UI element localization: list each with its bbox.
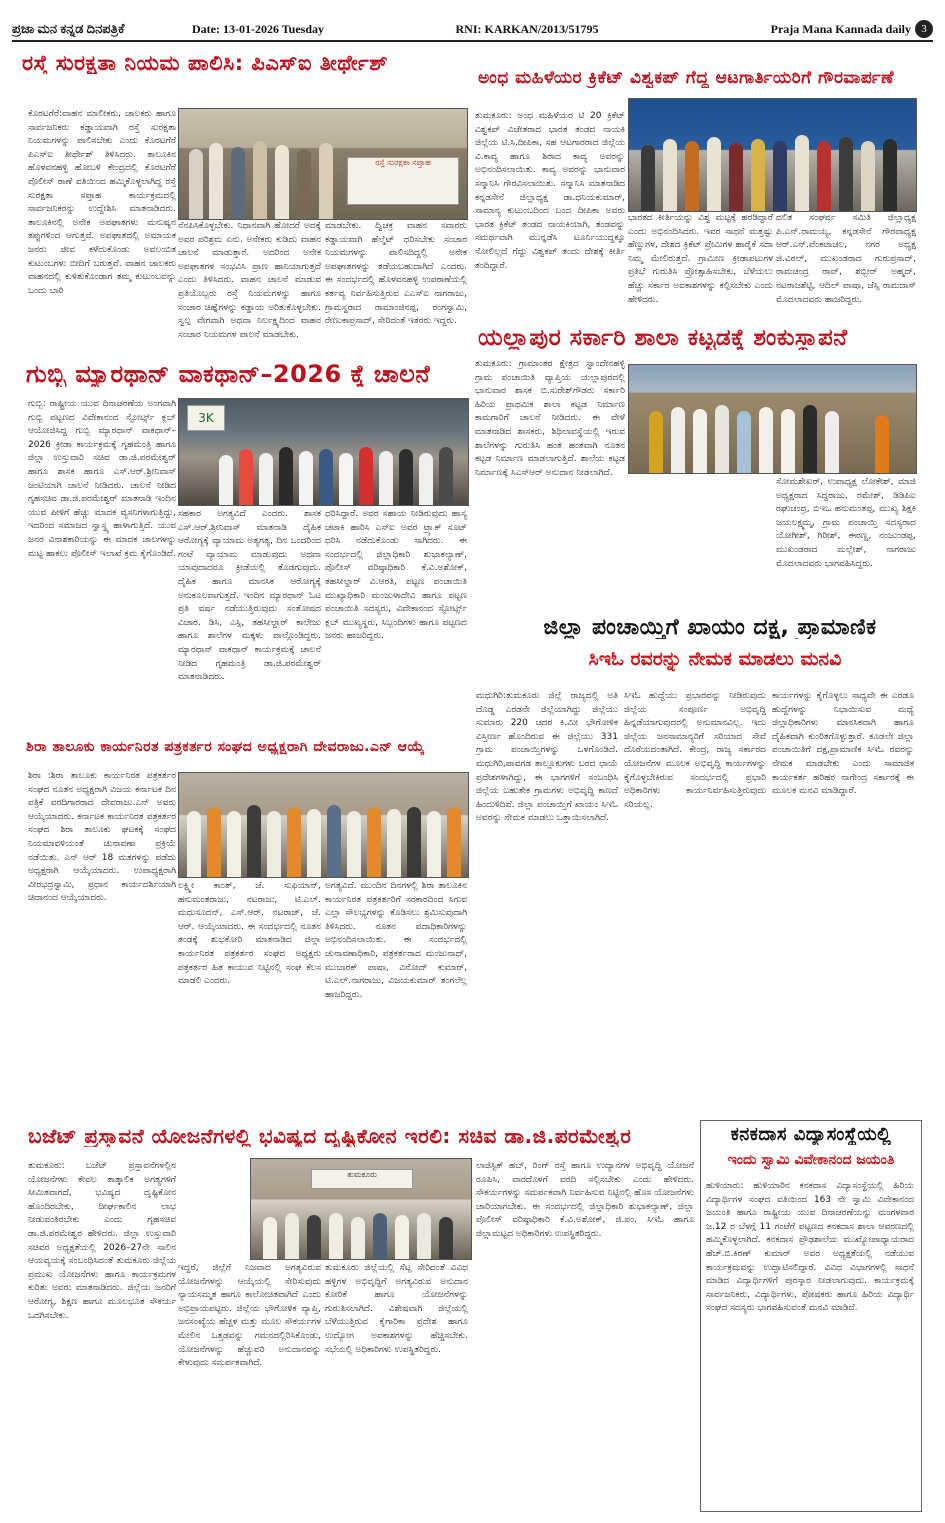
story5-col2: ಸಿಇಓ ಹುದ್ದೆಯು ಪ್ರಭಾರವನ್ನು ನೀಡಿರುವುದು ಜಿಲ್ಲೆಯ ಸಂಪೂರ್ಣ ಅಭಿವೃದ್ಧಿ ಹಿನ್ನಡೆಯಾಗುವುದರಲ್ಲಿ ಅನುಮಾನವಿಲ್ಲ. ಇದು ಜಿಲ್ಲೆಯ ಜನಸಾಮಾನ್ಯರಿಗೆ ಸರಿಯಾದ ಸೇವೆ ದೊರೆಯದಂತಾಗಿದೆ. ಕೇಂದ್ರ, ರಾಜ್ಯ ಸರ್ಕಾರದ ಯೋಜನೆಗಳ ಮೂಲಕ ಅಭಿವೃದ್ಧಿ ಕಾರ್ಯಗಳನ್ನು ಕೈಗೊಳ್ಳಬೇಕಿರುವ ಸಂದರ್ಭದಲ್ಲಿ ಪ್ರಭಾರಿ ಅಧಿಕಾರಿಗಳು ಕಾರ್ಯನಿರ್ವಹಿಸುತ್ತಿರುವುದು ಸರಿಯಲ್ಲ.	[624, 691, 766, 810]
story6-headline: ಶಿರಾ ತಾಲೂಕು ಕಾರ್ಯನಿರತ ಪತ್ರಕರ್ತರ ಸಂಘದ ಅಧ್ಯಕ್ಷರಾಗಿ ದೇವರಾಜು.ಎನ್ ಆಯ್ಕೆ	[26, 740, 425, 755]
story6-photo	[178, 772, 469, 878]
paper-brand: ಪ್ರಜಾ ಮನ ಕನ್ನಡ ದಿನಪತ್ರಿಕೆ	[12, 21, 125, 36]
story5-headline: ಜಿಲ್ಲಾ ಪಂಚಾಯ್ತಿಗೆ ಖಾಯಂ ದಕ್ಷ, ಪ್ರಾಮಾಣಿಕ	[543, 616, 877, 640]
story2-headline: ಅಂಧ ಮಹಿಳೆಯರ ಕ್ರಿಕೆಟ್ ವಿಶ್ವಕಪ್ ಗೆದ್ದ ಆಟಗಾರ್ತಿಯರಿಗೆ ಗೌರವಾರ್ಪಣೆ	[478, 70, 894, 88]
story2-col1: ತುಮಕೂರು: ಅಂಧ ಮಹಿಳೆಯರ ಟಿ 20 ಕ್ರಿಕೆಟ್ ವಿಶ್ವಕಪ್ ವಿಜೇತರಾದ ಭಾರತ ತಂಡದ ನಾಯಕಿ ಜಿಲ್ಲೆಯ ಟಿ.ಸಿ.ದೀಪಿಕಾ, ಸಹ ಆಟಗಾರರಾದ ಜಿಲ್ಲೆಯ ವಿ.ಕಾವ್ಯ ಹಾಗೂ ಶಿರಾದ ಕಾವ್ಯ ಅವರನ್ನು ಅಭಿನಂದಿಸಲಾಯಿತು. ಕಾವ್ಯ ಅವರನ್ನು ಭಾನುವಾರ ಸನ್ಮಾನಿಸಿ ಗೌರವಿಸಲಾಯಿತು. ಸನ್ಮಾನಿಸಿ ಮಾತನಾಡಿದ ಕನ್ನಡಸೇನೆ ಜಿಲ್ಲಾಧ್ಯಕ್ಷ ಡಾ.ಧನಿಯಕುಮಾರ್, ಸಾಮಾನ್ಯ ಕುಟುಂಬದಿಂದ ಬಂದ ದೀಪಿಕಾ ಅವರು ಭಾರತ ಕ್ರಿಕೆಟ್ ತಂಡದ ನಾಯಕಿಯಾಗಿ, ತಂಡವನ್ನು ಸಮರ್ಥವಾಗಿ ಮುನ್ನಡೆಸಿ ಟೂರ್ನಿಯುದ್ದಕ್ಕೂ ಸೋಲಿಲ್ಲದೆ ಗೆದ್ದು ವಿಶ್ವಕಪ್ ತಂದು ದೇಶಕ್ಕೆ ಕೀರ್ತಿ ತಂದಿದ್ದಾರೆ.	[475, 111, 625, 271]
story5-col1: ಮಧುಗಿರಿ:ತುಮಕೂರು ಜಿಲ್ಲೆ ರಾಜ್ಯದಲ್ಲಿ ಅತಿ ದೊಡ್ಡ ಎರಡನೇ ಜಿಲ್ಲೆಯಾಗಿದ್ದು ಜಿಲ್ಲೆಯು ಸುಮಾರು 220 ಚದರ ಕಿ.ಮೀ ಭೌಗೋಳಿಕ ವಿಸ್ತೀರ್ಣ ಹೊಂದಿರುವ ಈ ಜಿಲ್ಲೆಯು 331 ಗ್ರಾಮ ಪಂಚಾಯ್ತಿಗಳನ್ನು ಒಳಗೊಂಡಿದೆ. ಮಧುಗಿರಿ,ಪಾವಗಡ ತಾಲ್ಲೂಕುಗಳು ಬರದ ಛಾಯೆ ಪ್ರದೇಶಗಳಾಗಿದ್ದು, ಈ ಭಾಗಗಳಿಗೆ ಸಂಬಂಧಿಸಿ ಜಿಲ್ಲೆಯ ಬಹುತೇಕ ಗ್ರಾಮಗಳು ಅಭಿವೃದ್ಧಿ ಕಾಣದೆ ಹಿಂದುಳಿದಿವೆ. ಜಿಲ್ಲಾ ಪಂಚಾಯ್ತಿಗೆ ಖಾಯಂ ಸಿಇಓ ಅವರನ್ನು ನೇಮಕ ಮಾಡಲು ಒತ್ತಾಯಿಸಲಾಗಿದೆ.	[476, 691, 618, 824]
page-number: 3	[915, 20, 933, 38]
story3-headline: ಗುಬ್ಬಿ ಮ್ಯಾರಥಾನ್ ವಾಕಥಾನ್–2026 ಕ್ಕೆ ಚಾಲನೆ	[26, 362, 431, 388]
story7-col4: ಲಾಜಿಸ್ಟಿಕ್ ಹಬ್, ರಿಂಗ್ ರಸ್ತೆ ಹಾಗೂ ಉದ್ಯಾನಗಳ ಅಭಿವೃದ್ಧಿ ಯೋಜನೆ ರೂಪಿಸಿ, ವಾರದೊಳಗೆ ವರದಿ ಸಲ್ಲಿಸಬೇಕು ಎಂದು ಹೇಳಿದರು. ಸೌಕರ್ಯಗಳನ್ನು ಸಮರ್ಪಕವಾಗಿ ನಿರ್ವಹಿಸುವ ನಿಟ್ಟಿನಲ್ಲಿ ಹೊಸ ಯೋಜನೆಗಳು ಜಾರಿಯಾಗಬೇಕು. ಈ ಸಂದರ್ಭದಲ್ಲಿ ಜಿಲ್ಲಾಧಿಕಾರಿ ಶುಭಾಕಲ್ಯಾಣ್, ಜಿಲ್ಲಾ ಪೊಲೀಸ್ ವರಿಷ್ಠಾಧಿಕಾರಿ ಕೆ.ವಿ.ಅಶೋಕ್, ಜಿ.ಪಂ. ಸಿಇಓ ಹಾಗೂ ಜಿಲ್ಲಾಮಟ್ಟದ ಅಧಿಕಾರಿಗಳು ಉಪಸ್ಥಿತರಿದ್ದರು.	[476, 1161, 694, 1239]
story1-headline: ರಸ್ತೆ ಸುರಕ್ಷತಾ ನಿಯಮ ಪಾಲಿಸಿ: ಪಿಎಸ್ಐ ತೀರ್ಥೇಶ್	[22, 52, 389, 75]
story3-col2: ಸಹಕಾರ ಅಗತ್ಯವಿದೆ ಎಂದರು. ಶಾಸಕ ಎಸ್.ಆರ್.ಶ್ರೀನಿವಾಸ್ ಮಾತನಾಡಿ ದೈಹಿಕ ಆರೋಗ್ಯಕ್ಕೆ ವ್ಯಾಯಾಮ ಅತ್ಯಗತ್ಯ, ದಿನ ಒಂದರಿಂದ ಗಂಟೆ ವ್ಯಾಯಾಮ ಮಾಡುವುದು ಅಥವಾ ಯಾವುದಾದರೂ ಕ್ರೀಡೆಯಲ್ಲಿ ತೊಡಗುವುದು. ದೈಹಿಕ ಹಾಗೂ ಮಾನಸಿಕ ಆರೋಗ್ಯಕ್ಕೆ ಅನುಕೂಲವಾಗುತ್ತದೆ. ಇಂದಿನ ಮ್ಯಾರಥಾನ್ ಓಟ ಪ್ರತಿ ವರ್ಷ ನಡೆಯುತ್ತಿರುವುದು ಸಂತೋಷದ ವಿಚಾರ. ಡಿಸಿ, ಎಸ್ಪಿ, ತಹಸೀಲ್ದಾರ್ ಕಾಲೇಜು ಹಾಗೂ ಶಾಲೆಗಳ ಮಕ್ಕಳು ಪಾಲ್ಗೊಂಡಿದ್ದರು. ಮ್ಯಾರಥಾನ್ ವಾಕಥಾನ್ ಕಾರ್ಯಕ್ರಮಕ್ಕೆ ಚಾಲನೆ ನೀಡಿದ ಗೃಹಮಂತ್ರಿ ಡಾ.ಜಿ.ಪರಮೇಶ್ವರ್ ಮಾತನಾಡಿದರು.	[178, 509, 321, 683]
issue-date: Date: 13-01-2026 Tuesday	[192, 21, 325, 36]
story4-col2: ಸೋಮಶೇಖರ್, ಉಪಾಧ್ಯಕ್ಷ ಲೋಕೇಶ್, ಮಾಜಿ ಅಧ್ಯಕ್ಷರಾದ ಸಿದ್ದರಾಜು, ರಮೇಶ್, ಡಿಡಿಪಿಐ ರಘುಚಂದ್ರ, ಬಿಇಒ ಹನುಮಂತಪ್ಪ, ಮುಖ್ಯ ಶಿಕ್ಷಕಿ ಜಯಲಕ್ಷ್ಮಮ್ಮ, ಗ್ರಾಮ ಪಂಚಾಯ್ತಿ ಸದಸ್ಯರಾದ ಯೋಗೀಶ್, ಗಿರೀಶ್, ಈರಣ್ಣ, ನಂಜುಂಡಪ್ಪ, ಮುಖಂಡರಾದ ಮಲ್ಲೇಶ್, ನಾಗರಾಜು ಮೊದಲಾದವರು ಭಾಗವಹಿಸಿದ್ದರು.	[776, 477, 916, 569]
story3-col1: ಗುಬ್ಬಿ: ರಾಷ್ಟ್ರೀಯ ಯುವ ದಿನಾಚರಣೆಯ ಅಂಗವಾಗಿ ಗುಬ್ಬಿ ಪಟ್ಟಣದ ವಿವೇಕಾನಂದ ಸ್ಪೋರ್ಟ್ಸ್ ಕ್ಲಬ್ ಆಯೋಜಿಸಿದ್ದ ಗುಬ್ಬಿ ಮ್ಯಾರಥಾನ್ ವಾಕಥಾನ್–2026 ಕ್ರೀಡಾ ಕಾರ್ಯಕ್ರಮಕ್ಕೆ ಗೃಹಮಂತ್ರಿ ಹಾಗೂ ಜಿಲ್ಲಾ ಉಸ್ತುವಾರಿ ಸಚಿವ ಡಾ.ಜಿ.ಪರಮೇಶ್ವರ್ ಹಾಗೂ ಶಾಸಕ ಹಾಗೂ ಎಸ್.ಆರ್.ಶ್ರೀನಿವಾಸ್ ಜಂಟಿಯಾಗಿ ಚಾಲನೆ ನೀಡಿದರು. ಚಾಲನೆ ನೀಡಿದ ಗೃಹಸಚಿವ ಡಾ.ಜಿ.ಪರಮೇಶ್ವರ್ ಮಾತನಾಡಿ ಇಂದಿನ ಯುವ ಪೀಳಿಗೆ ಹೆಚ್ಚು ಮಾದಕ ವ್ಯಸನಿಗಳಾಗುತ್ತಿದ್ದು, ಇದರಿಂದ ಸಮಾಜದ ಸ್ವಾಸ್ಥ್ಯ ಹಾಳಾಗುತ್ತಿದೆ. ಯುವ ಜನರ ವಿನಾಶಕಾರಿಯನ್ನು ಈ ಮಾದಕ ಜಾಲಗಳನ್ನು ಮಟ್ಟ ಹಾಕಲು ಪೊಲೀಸ್ ಇಲಾಖೆ ಕ್ರಮ ಕೈಗೊಂಡಿದೆ.	[28, 399, 176, 559]
story8-col1: ಹುಳಿಯಾರು: ಹುಳಿಯಾರಿನ ಕನಕದಾಸ ವಿದ್ಯಾಸಂಸ್ಥೆಯಲ್ಲಿ ಹಿರಿಯ ವಿದ್ಯಾರ್ಥಿಗಳ ಸಂಘದ ವತಿಯಿಂದ 163 ನೇ ಸ್ವಾಮಿ ವಿವೇಕಾನಂದ ಜಯಂತಿ ಹಾಗೂ ರಾಷ್ಟ್ರೀಯ ಯುವ ದಿನಾಚರಣೆಯನ್ನು ಮಂಗಳವಾರ ಜ.12 ರ ಬೆಳಗ್ಗೆ 11 ಗಂಟೆಗೆ ಪಟ್ಟಣದ ಕನಕದಾಸ ಶಾಲಾ ಆವರಣದಲ್ಲಿ ಹಮ್ಮಿಕೊಳ್ಳಲಾಗಿದೆ. ಕನಕದಾಸ ಪ್ರೌಢಶಾಲೆಯ ಮುಖ್ಯೋಪಾಧ್ಯಾಯರಾದ ಹೆಚ್.ಬಿ.ಕಿರಣ್ ಕುಮಾರ್ ಅವರ ಅಧ್ಯಕ್ಷತೆಯಲ್ಲಿ ನಡೆಯುವ ಕಾರ್ಯಕ್ರಮವನ್ನು ಉದ್ಘಾಟಿಸಲಿದ್ದಾರೆ. ವಿವಿಧ ವಿಭಾಗಗಳಲ್ಲಿ ಸಾಧನೆ ಮಾಡಿದ ವಿದ್ಯಾರ್ಥಿಗಳಿಗೆ ಪುರಸ್ಕಾರ ನೀಡಲಾಗುವುದು. ಕಾರ್ಯಕ್ರಮಕ್ಕೆ ಸಾರ್ವಜನಿಕರು, ವಿದ್ಯಾರ್ಥಿಗಳು, ಪೋಷಕರು ಹಾಗೂ ಹಿರಿಯ ವಿದ್ಯಾರ್ಥಿ ಸಂಘದ ಸದಸ್ಯರು ಭಾಗವಹಿಸುವಂತೆ ಮನವಿ ಮಾಡಿದೆ.	[706, 1181, 914, 1314]
story8-subheadline: ಇಂದು ಸ್ವಾಮಿ ವಿವೇಕಾನಂದ ಜಯಂತಿ	[727, 1152, 895, 1168]
story7-col2: ಇದ್ದರೆ, ಜಿಲ್ಲೆಗೆ ನಿಜವಾದ ಅಗತ್ಯವಿರುವ ಯೋಜನೆಗಳನ್ನು ಆಯ್ಕೆಯಲ್ಲಿ ಸೇರಿಸುವುದು ನ್ಯಾಯಸಮ್ಮತ ಹಾಗೂ ಕಾಲೋಚಿತವಾಗಿದೆ ಎಂದು ಅಭಿಪ್ರಾಯಪಟ್ಟರು. ಜಿಲ್ಲೆಯ ಭೌಗೋಳಿಕ ವ್ಯಾಪ್ತಿ, ಜನಸಂಖ್ಯೆಯ ಹೆಚ್ಚಳ ಮತ್ತು ಮೂಲ ಸೌಕರ್ಯಗಳ ಮೇಲಿನ ಒತ್ತಡವನ್ನು ಗಮನದಲ್ಲಿರಿಸಿಕೊಂಡು, ಯೋಜನೆಗಳನ್ನು ಹೆಚ್ಚುವರಿ ಅನುದಾನವನ್ನು ಕೇಳುವುದು ಸಮರ್ಪಕವಾಗಿದೆ.	[178, 1263, 321, 1369]
story1-col3: ಮಾಡಬೇಕು. ದ್ವಿಚಕ್ರ ವಾಹನ ಸವಾರರು ಕಡ್ಡಾಯವಾಗಿ ಹೆಲ್ಮೆಟ್ ಧರಿಸಬೇಕು ಸಂಚಾರ ನಿಯಮಗಳನ್ನು ಪಾಲಿಸದಿದ್ದಲ್ಲಿ ಅನೇಕ ಅಪಘಾತಗಳನ್ನು ತಡೆಯಬಹುದಾಗಿದೆ ಎಂದರು. ಈ ಸಂದರ್ಭದಲ್ಲಿ ಹೊಳವನಹಳ್ಳಿ ಉಪಠಾಣೆಯಲ್ಲಿ ಕರ್ತವ್ಯ ನಿರ್ವಹಿಸುತ್ತಿರುವ ಎಎಸ್ಐ ನಾಗರಾಜು, ಗ್ರಾಮಸ್ಥರಾದ ರಾಮಾಂಜಿನಪ್ಪ, ರಂಗಸ್ವಾಮಿ, ರೇಣುಕಾಪ್ರಸಾದ್, ಸೇರಿದಂತೆ ಇತರರು ಇದ್ದರು.	[325, 221, 467, 327]
paper-name: Praja Mana Kannada daily	[770, 21, 911, 36]
story1-col2: ನೆನಪಿಸಿಕೊಳ್ಳಬೇಕು. ನಿಧಾನವಾಗಿ ಹೋದರೆ ಅದಕ್ಕೆ ಅವರ ಪರಿಶ್ರಮ ಏನು. ಅನೇಕರು ಕುಡಿದು ವಾಹನ ಚಾಲನೆ ಮಾಡುತ್ತಾರೆ. ಅದರಿಂದ ಅನೇಕ ಅಪಘಾತಗಳ ಸಂಭವಿಸಿ ಪ್ರಾಣ ಹಾನಿಯಾಗುತ್ತದೆ ಎಂದು ತಿಳಿಸಿದರು. ವಾಹನ ಚಾಲನೆ ಮಾಡುವ ಪ್ರತಿಯೊಬ್ಬರು ರಸ್ತೆ ನಿಯಮಗಳನ್ನು ಹಾಗೂ ಸಂಚಾರ ಚಿಹ್ನೆಗಳನ್ನು ಕಡ್ಡಾಯ ಅರಿತುಕೊಳ್ಳಬೇಕು. ಸ್ವಲ್ಪ ವೇಗವಾಗಿ ಅಥವಾ ನಿರ್ಲಕ್ಷ್ಯದಿಂದ ವಾಹನ ಸಂಚಾರ ನಿಯಮಗಳ ಪಾಲನೆ ಮಾಡಬೇಕು.	[178, 221, 321, 340]
story1-col1: ಕೊರಟಗೆರೆ:ವಾಹನ ಮಾಲೀಕರು, ಚಾಲಕರು ಹಾಗೂ ಸಾರ್ವಜನಿಕರು ಕಡ್ಡಾಯವಾಗಿ ರಸ್ತೆ ಸುರಕ್ಷತಾ ನಿಯಮಗಳನ್ನು ಪಾಲಿಸಬೇಕು ಎಂದು ಕೊರಟಗೆರೆ ಪಿಎಸ್ಐ ತೀರ್ಥೇಶ್ ತಿಳಿಸಿದರು. ತಾಲೂಕಿನ ಹೊಳವನಹಳ್ಳಿ ಹೋಬಳಿ ಕೇಂದ್ರದಲ್ಲಿ ಕೊರಟಗೆರೆ ಪೊಲೀಸ್ ಠಾಣೆ ವತಿಯಿಂದ ಹಮ್ಮಿಕೊಳ್ಳಲಾಗಿದ್ದ ರಸ್ತೆ ಸುರಕ್ಷತಾ ಸಪ್ತಾಹ ಕಾರ್ಯಕ್ರಮದಲ್ಲಿ ಸಾರ್ವಜನಿಕರನ್ನು ಉದ್ದೇಶಿಸಿ ಮಾತನಾಡಿದರು. ತಾಲೂಕಿನಲ್ಲಿ ಅನೇಕ ಅಪಘಾತಗಳು ಮನುಷ್ಯನ ತಪ್ಪುಗಳಿಂದ ಆಗುತ್ತವೆ. ಅಪಘಾತದಲ್ಲಿ ಅಮಾಯಕ ಜನರು ಜೀವ ಕಳೆದುಕೊಂಡು ಅವಲಂಬಿತ ಕುಟುಂಬಗಳು ಬೀದಿಗೆ ಬರುತ್ತವೆ. ವಾಹನ ಚಾಲಕರು ವಾಹನದಲ್ಲಿ ಕುಳಿತುಕೊಂಡಾಗ ತಮ್ಮ ಕುಟುಂಬವನ್ನು ಒಂದು ಬಾರಿ	[28, 109, 176, 296]
masthead	[12, 18, 933, 42]
story6-col2: ಲಕ್ಷ್ಮೀ ಕಾಂತ್, ಜೆ. ಸುಫಿಯಾನ್, ಹನುಮಂತರಾಜು, ನಟರಾಜು, ಟಿ.ಎಲ್. ಮಧುಸೂದನ್, ಎಸ್.ಆರ್. ನಟರಾಜ್, ಜೆ. ಆರ್. ಆಯ್ಕೆಯಾದರು. ಈ ಸಂದರ್ಭದಲ್ಲಿ ನೂತನ ತಂಡಕ್ಕೆ ಶುಭಕೋರಿ ಮಾತನಾಡಿದ ಜಿಲ್ಲಾ ಕಾರ್ಯನಿರತ ಪತ್ರಕರ್ತರ ಸಂಘದ ಅಧ್ಯಕ್ಷರು ಪತ್ರಕರ್ತರ ಹಿತ ಕಾಯುವ ನಿಟ್ಟಿನಲ್ಲಿ ಸಂಘ ಕೆಲಸ ಮಾಡಲಿ ಎಂದರು.	[178, 881, 321, 987]
story4-headline: ಯಲ್ಲಾಪುರ ಸರ್ಕಾರಿ ಶಾಲಾ ಕಟ್ಟಡಕ್ಕೆ ಶಂಕುಸ್ಥಾಪನೆ	[478, 326, 848, 351]
story5-subheadline: ಸಿಇಓ ರವರನ್ನು ನೇಮಕ ಮಾಡಲು ಮನವಿ	[588, 648, 842, 670]
story7-headline: ಬಜೆಟ್ ಪ್ರಸ್ತಾವನೆ ಯೋಜನೆಗಳಲ್ಲಿ ಭವಿಷ್ಯದ ದೃಷ್ಟಿಕೋನ ಇರಲಿ: ಸಚಿವ ಡಾ.ಜಿ.ಪರಮೇಶ್ವರ	[28, 1126, 632, 1147]
story4-col1: ತುಮಕೂರು: ಗ್ರಾಮಾಂತರ ಕ್ಷೇತ್ರದ ಸ್ವಾಂದೇನಹಳ್ಳಿ ಗ್ರಾಮ ಪಂಚಾಯಿತಿ ವ್ಯಾಪ್ತಿಯ ಯಲ್ಲಾಪುರದಲ್ಲಿ ಭಾನುವಾರ ಶಾಸಕ ಬಿ.ಸುರೇಶ್‌ಗೌಡರು ಸರ್ಕಾರಿ ಹಿರಿಯ ಪ್ರಾಥಮಿಕ ಶಾಲಾ ಕಟ್ಟಡ ನಿರ್ಮಾಣ ಕಾಮಗಾರಿಗೆ ಚಾಲನೆ ನೀಡಿದರು. ಈ ವೇಳೆ ಮಾತನಾಡಿದ ಶಾಸಕರು, ಶಿಥಿಲಾವಸ್ಥೆಯಲ್ಲಿ ಇರುವ ಶಾಲೆಗಳನ್ನು ಗುರುತಿಸಿ ಹಂತ ಹಂತವಾಗಿ ನೂತನ ಕಟ್ಟಡ ನಿರ್ಮಾಣ ಮಾಡಲಾಗುತ್ತಿದೆ. ಶಾಲೆಯ ಕಟ್ಟಡ ನಿರ್ಮಾಣಕ್ಕೆ ಸಿಎಸ್ಆರ್ ಅನುದಾನ ನೀಡಲಾಗಿದೆ.	[475, 359, 625, 478]
story3-col3: ಧರಿಸಿದ್ದಾರೆ. ಅವರ ಸಹಾಯ ನೀಡಿರುವುದು ಹಾಸ್ಯ ಚಟಾಕಿ ಹಾರಿಸಿ ಎಸ್ಐ ಅವರ ಟ್ರ್ಯಾಕ್ ಸೂಟ್ ಧರಿಸಿ ನಡೆದುಕೊಂಡು ಸಾಗಿದರು. ಈ ಸಂದರ್ಭದಲ್ಲಿ ಜಿಲ್ಲಾಧಿಕಾರಿ ಶುಭಾಕಲ್ಯಾಣ್, ಪೊಲೀಸ್ ವರಿಷ್ಠಾಧಿಕಾರಿ ಕೆ.ವಿ.ಅಶೋಕ್, ತಹಸೀಲ್ದಾರ್ ವಿ.ಆರತಿ, ಪಟ್ಟಣ ಪಂಚಾಯಿತಿ ಮುಖ್ಯಾಧಿಕಾರಿ ಮಂಜುಳಾದೇವಿ ಹಾಗೂ ಪಟ್ಟಣ ಪಂಚಾಯಿತಿ ಸದಸ್ಯರು, ವಿವೇಕಾನಂದ ಸ್ಪೋರ್ಟ್ಸ್ ಕ್ಲಬ್ ಮುಖ್ಯಸ್ಥರು, ಸಿಬ್ಬಂದಿಗಳು ಹಾಗೂ ಪಟ್ಟಣದ ಜನರು ಹಾಜರಿದ್ದರು.	[325, 509, 467, 642]
story5-col3: ಕಾರ್ಯಗಳನ್ನು ಕೈಗೊಳ್ಳಲು ಸಾಧ್ಯವೇ ಈ ಎರಡೂ ಹುದ್ದೆಗಳನ್ನು ನಿಭಾಯಿಸುವ ಮಧ್ಯೆ ಜಿಲ್ಲಾಧಿಕಾರಿಗಳು ಮಾನಸಿಕವಾಗಿ ಹಾಗೂ ದೈಹಿಕವಾಗಿ ಕುಂಠಿತಗೊಳ್ಳುತ್ತಾರೆ. ಕೂಡಲೇ ಜಿಲ್ಲಾ ಪಂಚಾಯಿತಿಗೆ ದಕ್ಷ,ಪ್ರಾಮಾಣಿಕ ಸಿಇಓ ರವರನ್ನು ನೇಮಕ ಮಾಡಬೇಕು ಎಂದು ಸಾಮಾಜಿಕ ಕಾರ್ಯಕರ್ತ ಹರಿಹರ ನಾಗೇಂದ್ರ ಸರ್ಕಾರಕ್ಕೆ ಈ ಮೂಲಕ ಮನವಿ ಮಾಡಿದ್ದಾರೆ.	[772, 691, 914, 797]
story6-col1: ಶಿರಾ :ಶಿರಾ ತಾಲೂಕು ಕಾರ್ಯನಿರತ ಪತ್ರಕರ್ತರ ಸಂಘದ ನೂತನ ಅಧ್ಯಕ್ಷರಾಗಿ ವಿಜಯ ಕರ್ನಾಟಕ ದಿನ ಪತ್ರಿಕೆ ವರದಿಗಾರರಾದ ದೇವರಾಜು.ಎನ್ ಅವರು ಆಯ್ಕೆಯಾದರು. ಕರ್ನಾಟಕ ಕಾರ್ಯನಿರತ ಪತ್ರಕರ್ತರ ಸಂಘದ ಶಿರಾ ತಾಲೂಕು ಘಟಕಕ್ಕೆ ಸಂಘದ ನಿಯಮಾವಳಿಯಂತೆ ಚುನಾವಣಾ ಪ್ರಕ್ರಿಯೆ ನಡೆಯಿತು. ಎನ್ ಆರ್ 18 ಮತಗಳನ್ನು ಪಡೆದು ಅಧ್ಯಕ್ಷರಾಗಿ ಆಯ್ಕೆಯಾದರು. ಉಪಾಧ್ಯಕ್ಷರಾಗಿ ವೀರಭದ್ರಸ್ವಾಮಿ, ಪ್ರಧಾನ ಕಾರ್ಯದರ್ಶಿಯಾಗಿ ಚಿದಾನಂದ ಆಯ್ಕೆಯಾದರು.	[28, 771, 176, 904]
story7-col1: ತುಮಕೂರು: ಬಜೆಟ್ ಪ್ರಸ್ತಾವನೆಗಳಲ್ಲಿನ ಯೋಜನೆಗಳು ಕೇವಲ ತಾತ್ಕಾಲಿಕ ಅಗತ್ಯಗಳಿಗೆ ಸೀಮಿತವಾಗದೆ, ಭವಿಷ್ಯದ ದೃಷ್ಟಿಕೋನ ಹೊಂದಿರಬೇಕು, ದೀರ್ಘಕಾಲಿನ ಲಾಭ ನೀಡುವಂತಿರಬೇಕು ಎಂದು ಗೃಹಸಚಿವ ಡಾ.ಜಿ.ಪರಮೇಶ್ವರ ಹೇಳಿದರು. ಜಿಲ್ಲಾ ಉಸ್ತುವಾರಿ ಸಚಿವರ ಅಧ್ಯಕ್ಷತೆಯಲ್ಲಿ 2026–27ನೇ ಸಾಲಿನ ಆಯವ್ಯಯಕ್ಕೆ ಸಂಬಂಧಿಸಿದಂತೆ ತುಮಕೂರು ಜಿಲ್ಲೆಯ ಪ್ರಮುಖ ಯೋಜನೆಗಳು ಹಾಗೂ ಕಾರ್ಯಕ್ರಮಗಳ ಕುರಿತು ಅವರು ಮಾತನಾಡಿದರು. ಜಿಲ್ಲೆಯ ಜನರಿಗೆ ಆರೋಗ್ಯ, ಶಿಕ್ಷಣ ಹಾಗೂ ಮೂಲಭೂತ ಸೌಕರ್ಯ ಒದಗಿಸಬೇಕು.	[28, 1161, 176, 1321]
story6-col3: ಅಗತ್ಯವಿದೆ. ಮುಂದಿನ ದಿನಗಳಲ್ಲಿ ಶಿರಾ ತಾಲೂಕಿನ ಕಾರ್ಯನಿರತ ಪತ್ರಕರ್ತರಿಗೆ ಸರಕಾರದಿಂದ ಸಿಗುವ ಎಲ್ಲಾ ಸೌಲಭ್ಯಗಳನ್ನು ಕೊಡಿಸಲು ಶ್ರಮಿಸುವುದಾಗಿ ತಿಳಿಸಿದರು. ನೂತನ ಪದಾಧಿಕಾರಿಗಳನ್ನು ಅಭಿನಂದಿಸಲಾಯಿತು. ಈ ಸಂದರ್ಭದಲ್ಲಿ ಚುನಾವಣಾಧಿಕಾರಿ, ಪತ್ರಕರ್ತರಾದ ಮಂಜುನಾಥ್, ಮುಬಾರಕ್ ಪಾಷಾ, ವಿನೋದ್ ಕುಮಾರ್, ಟಿ.ಎಲ್.ನಾಗರಾಜು, ವಿಜಯಕುಮಾರ್ ತಂಗಲೆಲ್ಲ ಹಾಜರಿದ್ದರು.	[325, 881, 467, 1000]
story7-col3: ತುಮಕೂರು ಜಿಲ್ಲೆಯಲ್ಲಿ ಸೆಟ್ಲ ಸೇರಿದಂತೆ ವಿವಿಧ ಹಳ್ಳಿಗಳ ಅಭಿವೃದ್ಧಿಗೆ ಅಗತ್ಯವಿರುವ ಅನುದಾನ ಕೋರಿಕೆ ಹಾಗೂ ಯೋಜನೆಗಳನ್ನು ಗುರುತಿಸಲಾಗಿದೆ. ವಿಶೇಷವಾಗಿ ಜಿಲ್ಲೆಯಲ್ಲಿ ಬೆಳೆಯುತ್ತಿರುವ ಕೈಗಾರಿಕಾ ಪ್ರದೇಶ ಹಾಗೂ ಉದ್ಯೋಗ ಅವಕಾಶಗಳನ್ನು ಹೆಚ್ಚಿಸಬೇಕು. ಸಭೆಯಲ್ಲಿ ಅಧಿಕಾರಿಗಳು ಉಪಸ್ಥಿತರಿದ್ದರು.	[325, 1263, 468, 1355]
rni-number: RNI: KARKAN/2013/51795	[455, 21, 599, 36]
story8-headline: ಕನಕದಾಸ ವಿದ್ಯಾಸಂಸ್ಥೆಯಲ್ಲಿ	[730, 1126, 892, 1145]
story7-photo: ತುಮಕೂರು	[250, 1158, 472, 1260]
story2-col2: ಭಾರತದ ಕೀರ್ತಿಯನ್ನು ವಿಶ್ವ ಮಟ್ಟಕ್ಕೆ ಹರಡಿದ್ದಾರೆ ಎಂದು ಅಭಿನಂದಿಸಿದರು. ಇವರ ಸಾಧನೆ ಮತ್ತಷ್ಟು ಹೆಣ್ಣುಗಳ, ದೇಶದ ಕ್ರಿಕೆಟ್ ಪ್ರೇಮಿಗಳ ಹಾರೈಕೆ ಸದಾ ನಿಮ್ಮ ಮೇಲಿರುತ್ತದೆ. ಗ್ರಾಮೀಣ ಕ್ರೀಡಾಪಟುಗಳ ಪ್ರತಿಭೆ ಗುರುತಿಸಿ ಪ್ರೋತ್ಸಾಹಿಸಬೇಕು, ಬೆಳೆಯಲು ಹೆಚ್ಚು ಸರ್ಕಾರ ಅವಕಾಶಗಳನ್ನು ಕಲ್ಪಿಸಬೇಕು ಎಂದು ಹೇಳಿದರು.	[628, 213, 773, 305]
story2-col3: ದಲಿತ ಸಂಘರ್ಷ ಸಮಿತಿ ಜಿಲ್ಲಾಧ್ಯಕ್ಷ ಪಿ.ಎನ್.ರಾಮಯ್ಯ, ಕನ್ನಡಸೇನೆ ಗೌರವಾಧ್ಯಕ್ಷ ಆರ್.ಎನ್.ವೆಂಕಟಾಚಲ, ನಗರ ಅಧ್ಯಕ್ಷ ಜಿ.ವಿಠಲ್, ಮುಖಂಡರಾದ ಗುರುಪ್ರಸಾದ್, ರಾಮಚಂದ್ರ ರಾವ್, ಶಬ್ಬೀರ್ ಅಹ್ಮದ್, ನಟರಾಜಶೆಟ್ಟಿ, ಆದಿಲ್ ಪಾಷಾ, ಜೆಸ್ಸಿ ರಾಮದಾಸ್ ಮೊದಲಾದವರು ಹಾಜರಿದ್ದರು.	[776, 213, 916, 305]
story1-photo: ರಸ್ತೆ ಸುರಕ್ಷತಾ ಸಪ್ತಾಹ	[178, 108, 468, 220]
story2-photo	[628, 98, 917, 212]
story4-photo	[628, 364, 917, 474]
story3-photo: 3K	[178, 398, 469, 506]
